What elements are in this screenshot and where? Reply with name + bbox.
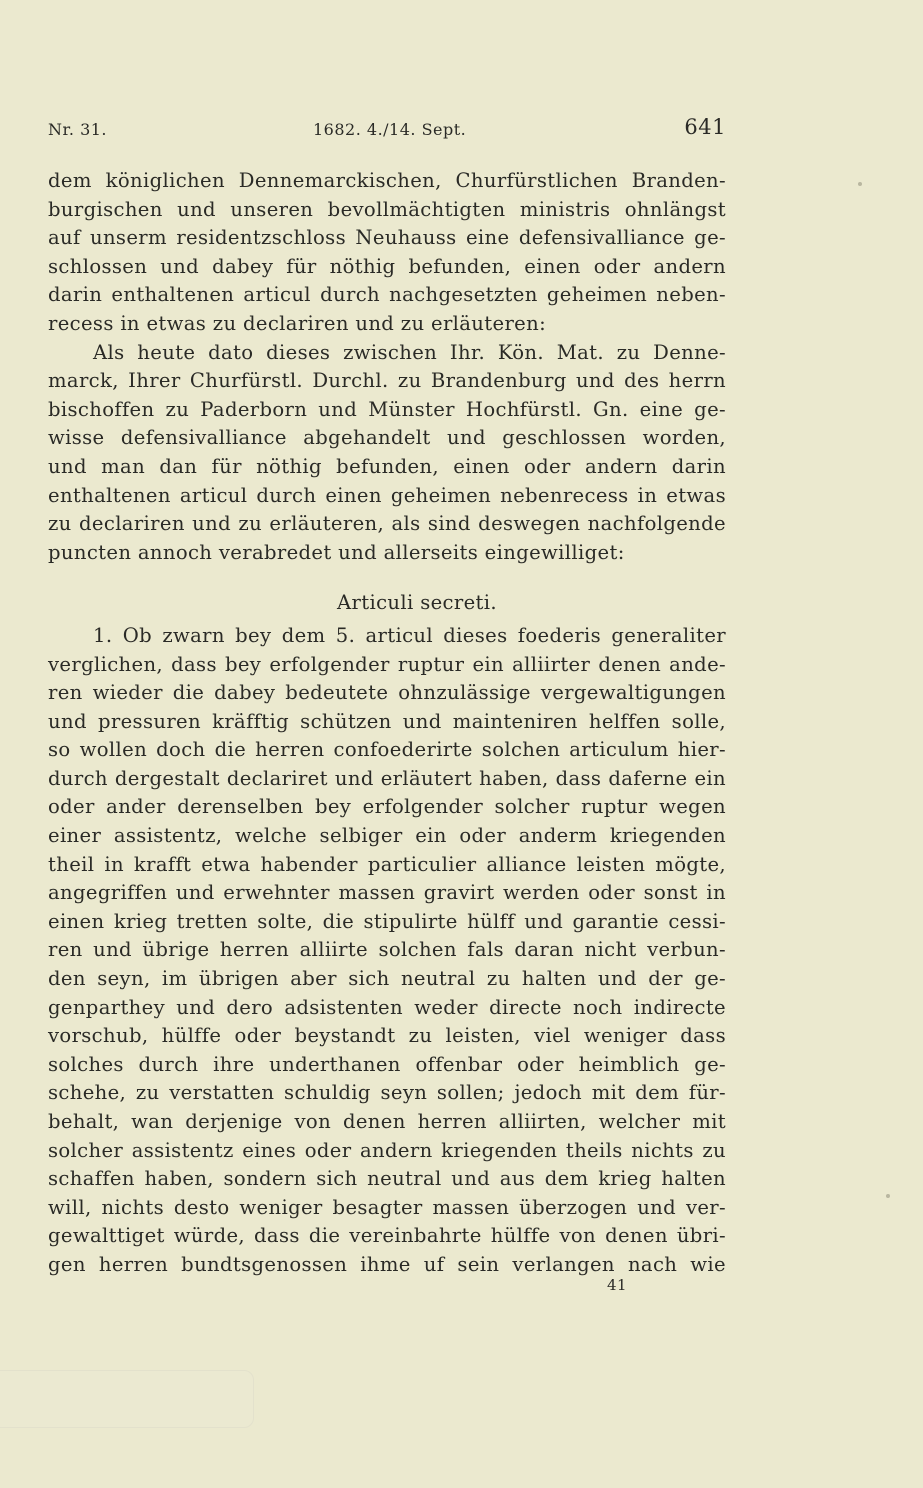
text-line: recess in etwas zu declariren und zu erläuteren: — [48, 311, 547, 335]
page-header — [48, 115, 726, 142]
text-line: Als heute dato dieses zwischen Ihr. Kön. Mat. zu Denne- — [93, 340, 726, 364]
text-line: darin enthaltenen articul durch nachgesetzten geheimen neben- — [48, 283, 726, 307]
text-line: gewalttiget würde, dass die vereinbahrte hülffe von denen übri- — [48, 1224, 726, 1248]
text-line: enthaltenen articul durch einen geheimen nebenrecess in etwas — [48, 483, 726, 507]
text-line: schaffen haben, sondern sich neutral und aus dem krieg halten — [48, 1167, 726, 1191]
text-line: puncten annoch verabredet und allerseits eingewilliget: — [48, 540, 625, 564]
body-text — [48, 167, 726, 1280]
text-line: will, nichts desto weniger besagter massen überzogen und ver- — [48, 1195, 726, 1219]
text-line: theil in krafft etwa habender particulier alliance leisten mögte, — [48, 852, 726, 876]
page-number: 641 — [684, 115, 726, 139]
text-line: solches durch ihre underthanen offenbar oder heimblich ge- — [48, 1052, 726, 1076]
document-number: Nr. 31. — [48, 120, 108, 139]
text-line: ren wieder die dabey bedeutete ohnzulässige vergewaltigungen — [48, 681, 726, 705]
paper-speck — [886, 1194, 890, 1198]
text-line: auf unserm residentzschloss Neuhauss eine defensivalliance ge- — [48, 226, 726, 250]
text-line: oder ander derenselben bey erfolgender solcher ruptur wegen — [48, 795, 726, 819]
text-line: schlossen und dabey für nöthig befunden, einen oder andern — [48, 254, 726, 278]
text-line: und pressuren kräfftig schützen und mainteniren helffen solle, — [48, 709, 726, 733]
text-line: den seyn, im übrigen aber sich neutral zu halten und der ge- — [48, 967, 726, 991]
text-line: wisse defensivalliance abgehandelt und geschlossen worden, — [48, 426, 726, 450]
text-line: schehe, zu verstatten schuldig seyn sollen; jedoch mit dem für- — [48, 1081, 726, 1105]
text-line: einen krieg tretten solte, die stipulirte hülff und garantie cessi- — [48, 909, 726, 933]
text-line: marck, Ihrer Churfürstl. Durchl. zu Brandenburg und des herrn — [48, 369, 726, 393]
article-paragraph — [48, 622, 726, 1280]
text-line: dem königlichen Dennemarckischen, Churfürstlichen Branden- — [48, 169, 726, 192]
text-line: einer assistentz, welche selbiger ein oder anderm kriegenden — [48, 824, 726, 848]
document-date: 1682. 4./14. Sept. — [313, 120, 467, 139]
text-line: genparthey und dero adsistenten weder directe noch indirecte — [48, 995, 726, 1019]
text-line: so wollen doch die herren confoederirte solchen articulum hier- — [48, 738, 726, 762]
text-line: zu declariren und zu erläuteren, als sind deswegen nachfolgende — [48, 512, 726, 536]
paper-slip-shadow — [0, 1370, 254, 1428]
paper-speck — [858, 182, 862, 186]
text-line: gen herren bundtsgenossen ihme uf sein verlangen nach wie — [48, 1252, 726, 1276]
text-line: angegriffen und erwehnter massen gravirt werden oder sonst in — [48, 881, 726, 905]
text-line: durch dergestalt declariret und erläutert haben, dass daferne ein — [48, 766, 726, 790]
text-line: bischoffen zu Paderborn und Münster Hochfürstl. Gn. eine ge- — [48, 397, 726, 421]
text-line: solcher assistentz eines oder andern kriegenden theils nichts zu — [48, 1138, 726, 1162]
text-line: und man dan für nöthig befunden, einen oder andern darin — [48, 454, 726, 478]
text-line: behalt, wan derjenige von denen herren alliirten, welcher mit — [48, 1110, 726, 1133]
paragraph — [48, 167, 726, 339]
text-line: 1. Ob zwarn bey dem 5. articul dieses foederis generaliter — [93, 623, 726, 647]
text-line: burgischen und unseren bevollmächtigten ministris ohnlängst — [48, 197, 726, 221]
text-line: ren und übrige herren alliirte solchen fals daran nicht verbun- — [48, 938, 726, 962]
text-line: verglichen, dass bey erfolgender ruptur ein alliirter denen ande- — [48, 652, 726, 676]
section-heading: Articuli secreti. — [337, 591, 497, 615]
signature-mark: 41 — [607, 1276, 628, 1294]
text-line: vorschub, hülffe oder beystandt zu leisten, viel weniger dass — [48, 1024, 726, 1048]
paragraph — [48, 339, 726, 568]
